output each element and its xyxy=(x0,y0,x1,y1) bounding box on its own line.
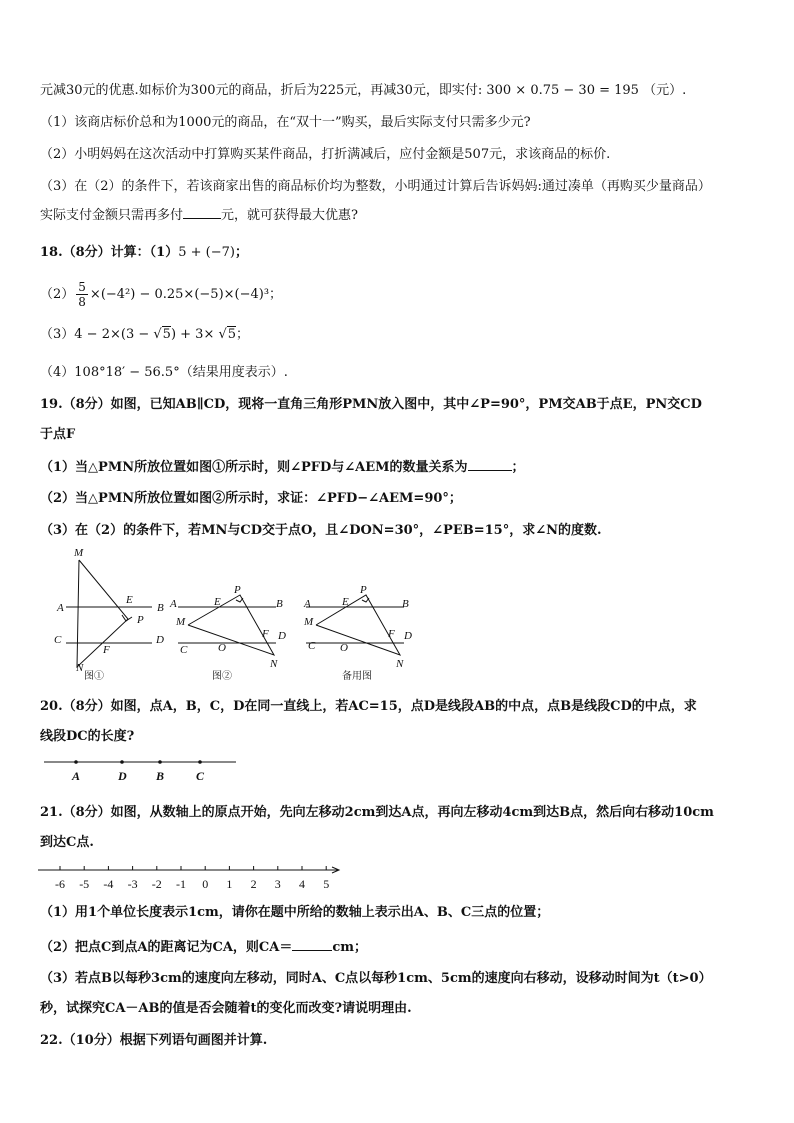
label-C: C xyxy=(180,644,188,656)
question-17-2: （2）小明妈妈在这次活动中打算购买某件商品，打折满减后，应付金额是507元，求该商品的标价. xyxy=(40,147,611,162)
problem-20-heading: 20.（8分）如图，点A，B，C，D在同一直线上，若AC=15，点D是线段AB的中点，点B是线段CD的中点，求 xyxy=(40,699,697,714)
problem-21-heading-cont: 到达C点. xyxy=(40,835,94,850)
answer-blank xyxy=(292,938,332,951)
label-A: A xyxy=(170,598,177,610)
problem-19-heading: 19.（8分）如图，已知AB∥CD，现将一直角三角形PMN放入图中，其中∠P=90°，PM交AB于点E，PN交CD xyxy=(40,397,702,412)
label-P: P xyxy=(360,584,367,596)
label-M: M xyxy=(304,616,314,628)
problem-21-2: （2）把点C到点A的距离记为CA，则CA＝ cm； xyxy=(40,940,368,955)
label-O: O xyxy=(218,642,226,654)
caption-figure-2: 图② xyxy=(212,671,232,682)
segment-figure-20 xyxy=(40,752,250,786)
label-B: B xyxy=(402,598,409,610)
problem-19-heading-cont: 于点F xyxy=(40,427,76,442)
figure-19 xyxy=(40,545,430,685)
point-A-label: A xyxy=(72,769,81,783)
label-A: A xyxy=(304,598,311,610)
problem-21-heading: 21.（8分）如图，从数轴上的原点开始，先向左移动2cm到达A点，再向左移动4cm到达B点，然后向右移动10cm xyxy=(40,805,714,820)
tick-label: -1 xyxy=(176,877,186,891)
label-C: C xyxy=(308,640,316,652)
caption-figure-1: 图① xyxy=(84,671,104,682)
label-D: D xyxy=(404,630,412,642)
problem-18-heading: 18.（8分）计算：（1）5 + (−7)； xyxy=(40,245,248,260)
tick-label: 3 xyxy=(274,877,281,891)
label-E: E xyxy=(342,596,349,608)
label-N: N xyxy=(76,662,84,674)
label-O: O xyxy=(340,642,348,654)
problem-19-2: （2）当△PMN所放位置如图②所示时，求证：∠PFD−∠AEM=90°； xyxy=(40,491,462,506)
label-E: E xyxy=(126,594,133,606)
question-17-3-cont: 实际支付金额只需再多付 元，就可获得最大优惠? xyxy=(40,208,358,223)
tick-label: 1 xyxy=(226,877,233,891)
label-N: N xyxy=(396,658,404,670)
tick-label: 0 xyxy=(202,877,209,891)
question-17-3: （3）在（2）的条件下，若该商家出售的商品标价均为整数，小明通过计算后告诉妈妈:通过凑单（再购买少量商品） xyxy=(40,179,711,194)
problem-22-heading: 22.（10分）根据下列语句画图并计算. xyxy=(40,1033,268,1048)
problem-19-1: （1）当△PMN所放位置如图①所示时，则∠PFD与∠AEM的数量关系为 ； xyxy=(40,460,525,475)
point-C-label: C xyxy=(196,769,205,783)
problem-18-2: （2） $\frac{5}{8}$ ×(−4²) − 0.25×(−5)×(−4)³； xyxy=(40,280,283,309)
problem-21-3: （3）若点B以每秒3cm的速度向左移动，同时A、C点以每秒1cm、5cm的速度向右移动，设移动时间为t（t>0） xyxy=(40,971,712,986)
point-D-label: D xyxy=(118,769,127,783)
label-B: B xyxy=(157,602,164,614)
problem-21-1: （1）用1个单位长度表示1cm，请你在题中所给的数轴上表示出A、B、C三点的位置； xyxy=(40,905,550,920)
problem-20-heading-cont: 线段DC的长度? xyxy=(40,729,135,744)
answer-blank xyxy=(183,206,221,219)
label-D: D xyxy=(156,634,164,646)
tick-label: -6 xyxy=(55,877,65,891)
label-E: E xyxy=(214,596,221,608)
label-P: P xyxy=(137,614,144,626)
tick-label: -5 xyxy=(79,877,90,891)
label-N: N xyxy=(270,658,278,670)
tick-label: -2 xyxy=(151,877,162,891)
fraction: $\frac{5}{8}$ xyxy=(78,280,86,309)
label-B: B xyxy=(276,598,283,610)
tick-label: 4 xyxy=(299,877,305,891)
label-F: F xyxy=(262,628,269,640)
label-P: P xyxy=(234,584,241,596)
tick-label: 5 xyxy=(323,877,330,891)
problem-19-3: （3）在（2）的条件下，若MN与CD交于点O，且∠DON=30°，∠PEB=15°，求∠N的度数. xyxy=(40,523,602,538)
label-A: A xyxy=(57,602,64,614)
label-F: F xyxy=(103,644,110,656)
number-line xyxy=(36,862,346,892)
problem-18-4: （4）108°18′ − 56.5°（结果用度表示）. xyxy=(40,365,288,380)
point-B-label: B xyxy=(156,769,165,783)
tick-label: 2 xyxy=(250,877,257,891)
caption-spare-figure: 备用图 xyxy=(342,671,372,682)
tick-label: -3 xyxy=(127,877,138,891)
label-D: D xyxy=(278,630,286,642)
question-17-1: （1）该商店标价总和为1000元的商品，在“双十一”购买，最后实际支付只需多少元? xyxy=(40,115,531,130)
label-M: M xyxy=(176,616,186,628)
text-line: 元减30元的优惠.如标价为300元的商品，折后为225元，再减30元，即实付: 300 × 0.75 − 30 = 195 （元）. xyxy=(40,83,687,98)
tick-label: -4 xyxy=(103,877,114,891)
label-M: M xyxy=(74,547,84,559)
problem-18-3: （3）4 − 2×(3 − √5) + 3× √5； xyxy=(40,327,250,342)
label-F: F xyxy=(388,628,395,640)
problem-21-3-cont: 秒，试探究CA－AB的值是否会随着t的变化而改变?请说明理由. xyxy=(40,1001,412,1016)
label-C: C xyxy=(54,634,62,646)
answer-blank xyxy=(468,458,512,471)
